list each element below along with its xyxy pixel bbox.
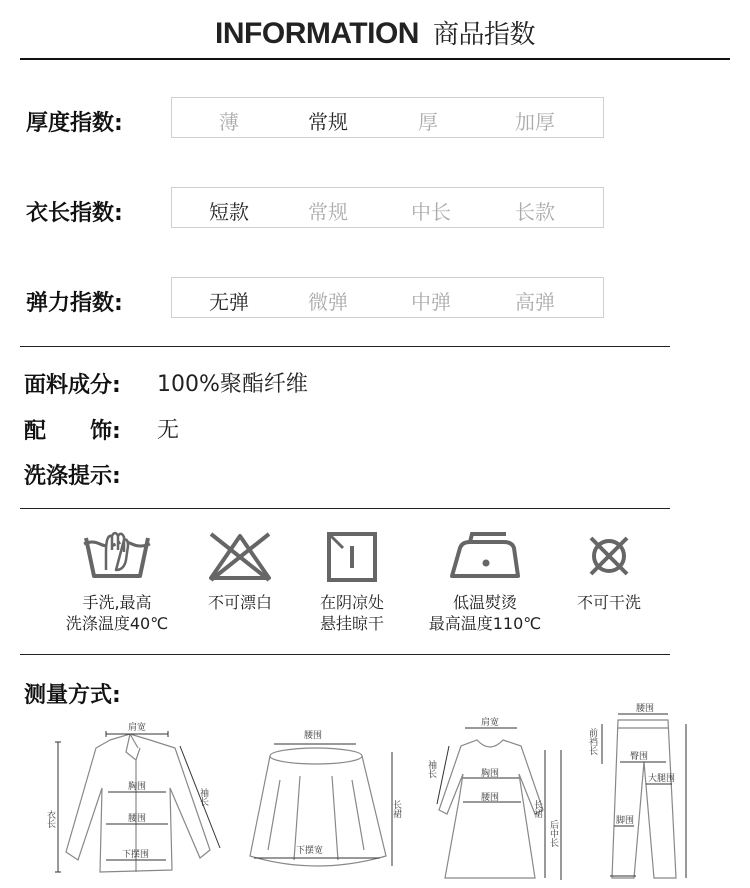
idx-option: 薄 [219,110,239,134]
care-text: 手洗,最高 [82,593,152,612]
care-text: 不可干洗 [576,593,641,612]
waist-label: 腰围 [636,704,655,714]
care-hand-wash [52,530,182,634]
idx-option: 微弹 [308,290,348,314]
shoulder-label: 肩宽 [128,723,147,733]
care-low-iron [420,530,550,634]
care-text: 洗涤温度40℃ [65,614,169,633]
care-text: 悬挂晾干 [319,614,384,633]
pants-diagram [587,700,700,888]
sleeve-label: 袖长 [426,760,436,778]
hem-label: 下摆宽 [296,846,324,856]
title-cn: 商品指数 [432,20,535,50]
idx-option: 长款 [515,200,555,224]
hem-label: 下摆围 [122,850,150,860]
sleeve-label: 袖长 [198,788,208,806]
hand-wash-icon [82,530,152,582]
care-hang-dry [287,530,417,634]
hip-label: 臀围 [630,752,649,762]
idx-option: 厚 [418,110,438,134]
accessory-label: 配 饰: [24,419,121,444]
leg-label: 脚围 [616,816,635,826]
title-en: INFORMATION [215,17,419,50]
length-label: 衣长指数: [26,201,123,226]
shirt-diagram [40,700,230,888]
shoulder-label: 肩宽 [481,718,500,728]
thickness-scale [171,97,604,138]
idx-option-selected: 短款 [209,200,249,224]
section-divider [20,654,670,655]
waist-label: 腰围 [304,731,323,741]
front-rise-label: 前裆长 [587,728,597,755]
page-title [0,14,750,51]
care-text: 在阴凉处 [319,593,384,612]
length-label: 长裙 [391,800,401,818]
section-divider [20,346,670,347]
skirt-diagram [240,700,410,888]
idx-option: 中长 [411,200,451,224]
back-length-label: 后中长 [548,820,558,847]
waist-label: 腰围 [128,814,147,824]
elasticity-scale [171,277,604,318]
idx-option: 中弹 [411,290,451,314]
section-divider [20,508,670,509]
chest-label: 胸围 [128,782,147,792]
accessory-value: 无 [157,418,180,443]
idx-option-selected: 无弹 [209,290,249,314]
length-label: 长裙 [532,800,542,818]
page-header [0,0,750,62]
idx-option: 加厚 [515,110,555,134]
thickness-label: 厚度指数: [26,111,123,136]
waist-label: 腰围 [481,793,500,803]
low-iron-icon [448,530,522,582]
chest-label: 胸围 [481,769,500,779]
no-bleach-icon [205,530,275,582]
elasticity-label: 弹力指数: [26,291,123,316]
idx-option-selected: 常规 [308,110,348,134]
dress-diagram [425,700,575,888]
idx-option: 高弹 [515,290,555,314]
no-dry-clean-icon [583,530,635,582]
care-text: 不可漂白 [207,593,272,612]
thigh-label: 大腿围 [648,774,676,784]
fabric-label: 面料成分: [24,373,121,398]
care-no-dry-clean [544,530,674,613]
care-text: 最高温度110℃ [428,614,542,633]
measure-title: 测量方式: [24,683,121,708]
hang-dry-shade-icon [317,530,387,582]
care-text: 低温熨烫 [452,593,517,612]
idx-option: 常规 [308,200,348,224]
wash-label: 洗涤提示: [24,464,121,489]
header-divider [20,58,730,60]
care-no-bleach [175,530,305,613]
length-label: 衣长 [45,810,55,828]
fabric-value: 100%聚酯纤维 [157,372,308,397]
length-scale [171,187,604,228]
